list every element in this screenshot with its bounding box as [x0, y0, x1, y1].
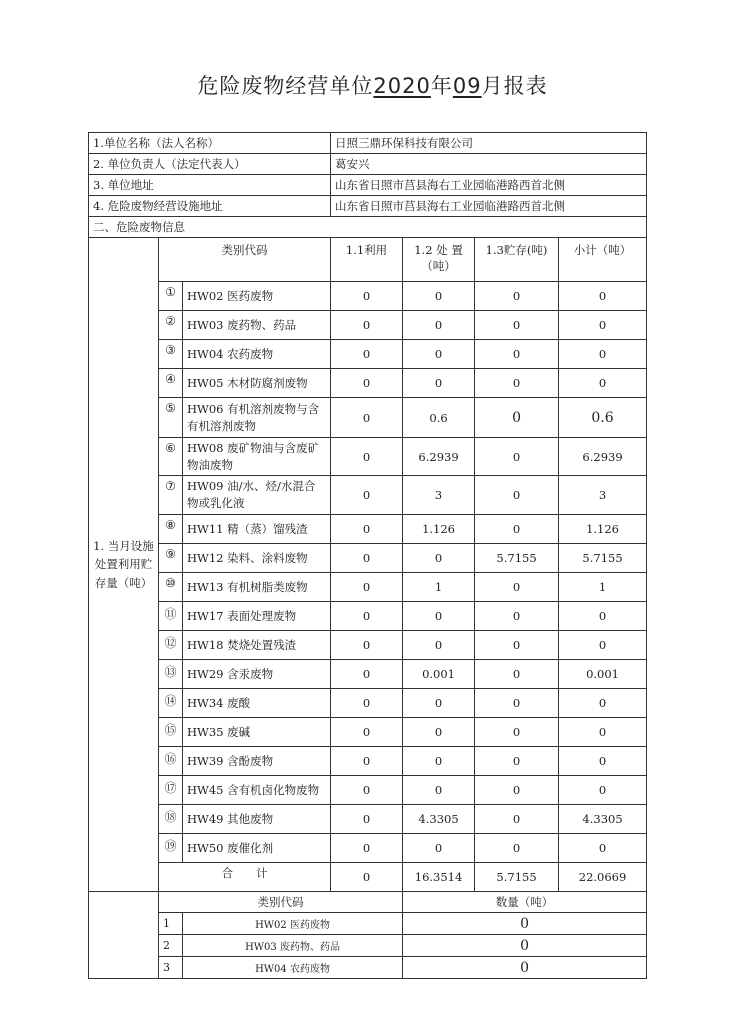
waste-name: HW04 农药废物 [183, 340, 331, 369]
row-index: ⑩ [159, 573, 183, 602]
title-year: 2020 [373, 74, 431, 98]
sub-qty: 0 [403, 913, 647, 935]
value-dispose: 0 [403, 689, 475, 718]
row-index: ⑪ [159, 602, 183, 631]
row-index: ⑤ [159, 398, 183, 438]
value-use: 0 [331, 369, 403, 398]
waste-name: HW39 含酚废物 [183, 747, 331, 776]
value-use: 0 [331, 834, 403, 863]
sub-name: HW02 医药废物 [183, 913, 403, 935]
waste-name: HW35 废碱 [183, 718, 331, 747]
report-table [88, 132, 647, 979]
row-index: ⑧ [159, 515, 183, 544]
value-subtotal: 1 [559, 573, 647, 602]
waste-row [89, 369, 647, 398]
waste-row [89, 544, 647, 573]
value-dispose: 0 [403, 834, 475, 863]
sub-qty: 0 [403, 935, 647, 957]
info-value: 日照三鼎环保科技有限公司 [331, 133, 647, 154]
header-use: 1.1利用 [331, 238, 403, 282]
value-store: 0 [475, 718, 559, 747]
value-dispose: 0 [403, 631, 475, 660]
row-index: ④ [159, 369, 183, 398]
waste-name: HW09 油/水、烃/水混合物或乳化液 [183, 476, 331, 515]
row-index: ⑭ [159, 689, 183, 718]
sub-qty: 0 [403, 957, 647, 979]
title-month: 09 [452, 74, 482, 98]
waste-name: HW34 废酸 [183, 689, 331, 718]
value-subtotal: 3 [559, 476, 647, 515]
waste-row [89, 718, 647, 747]
sub-row [89, 935, 647, 957]
info-label: 2. 单位负责人（法定代表人） [89, 154, 331, 175]
value-use: 0 [331, 747, 403, 776]
value-subtotal: 0 [559, 631, 647, 660]
info-row [89, 196, 647, 217]
value-store: 0 [475, 689, 559, 718]
waste-row [89, 515, 647, 544]
value-subtotal: 0 [559, 718, 647, 747]
value-use: 0 [331, 282, 403, 311]
section-row [89, 217, 647, 238]
value-use: 0 [331, 476, 403, 515]
sub-name: HW03 废药物、药品 [183, 935, 403, 957]
title-suffix: 月报表 [481, 74, 548, 98]
value-use: 0 [331, 398, 403, 438]
row-index: ⑯ [159, 747, 183, 776]
header-store: 1.3贮存(吨) [475, 238, 559, 282]
row-index: ⑬ [159, 660, 183, 689]
waste-row [89, 438, 647, 476]
value-subtotal: 0 [559, 602, 647, 631]
waste-name: HW02 医药废物 [183, 282, 331, 311]
value-dispose: 0 [403, 602, 475, 631]
value-dispose: 0.6 [403, 398, 475, 438]
waste-name: HW11 精（蒸）馏残渣 [183, 515, 331, 544]
value-dispose: 0 [403, 369, 475, 398]
title-year-unit: 年 [430, 74, 453, 98]
value-dispose: 0 [403, 718, 475, 747]
value-store: 0 [475, 340, 559, 369]
value-store: 0 [475, 602, 559, 631]
value-store: 0 [475, 398, 559, 438]
waste-row [89, 631, 647, 660]
value-store: 0 [475, 438, 559, 476]
value-subtotal: 0 [559, 834, 647, 863]
row-index: ⑮ [159, 718, 183, 747]
total-use: 0 [331, 863, 403, 892]
value-subtotal: 0 [559, 369, 647, 398]
value-subtotal: 4.3305 [559, 805, 647, 834]
value-store: 0 [475, 573, 559, 602]
sub-header-category: 类别代码 [159, 892, 403, 913]
value-use: 0 [331, 573, 403, 602]
value-use: 0 [331, 515, 403, 544]
row-index: ⑦ [159, 476, 183, 515]
waste-row [89, 805, 647, 834]
value-store: 0 [475, 282, 559, 311]
value-store: 0 [475, 369, 559, 398]
waste-row [89, 311, 647, 340]
waste-row [89, 340, 647, 369]
value-use: 0 [331, 631, 403, 660]
value-dispose: 0 [403, 747, 475, 776]
row-index: ⑱ [159, 805, 183, 834]
waste-name: HW50 废催化剂 [183, 834, 331, 863]
info-row [89, 133, 647, 154]
value-dispose: 6.2939 [403, 438, 475, 476]
waste-name: HW49 其他废物 [183, 805, 331, 834]
row-index: ② [159, 311, 183, 340]
value-subtotal: 6.2939 [559, 438, 647, 476]
value-dispose: 1.126 [403, 515, 475, 544]
value-store: 0 [475, 631, 559, 660]
value-use: 0 [331, 776, 403, 805]
value-store: 0 [475, 834, 559, 863]
value-subtotal: 0 [559, 689, 647, 718]
value-use: 0 [331, 544, 403, 573]
row-index: ⑨ [159, 544, 183, 573]
sub-row [89, 957, 647, 979]
report-title [0, 70, 745, 100]
waste-name: HW05 木材防腐剂废物 [183, 369, 331, 398]
value-store: 0 [475, 311, 559, 340]
value-subtotal: 0 [559, 340, 647, 369]
value-use: 0 [331, 438, 403, 476]
value-subtotal: 0 [559, 776, 647, 805]
total-subtotal: 22.0669 [559, 863, 647, 892]
waste-name: HW29 含汞废物 [183, 660, 331, 689]
waste-name: HW12 染料、涂料废物 [183, 544, 331, 573]
row-index: ① [159, 282, 183, 311]
row-index: ⑫ [159, 631, 183, 660]
value-dispose: 0 [403, 544, 475, 573]
header-row [89, 238, 647, 282]
value-dispose: 1 [403, 573, 475, 602]
header-category: 类别代码 [159, 238, 331, 282]
waste-row [89, 776, 647, 805]
waste-row [89, 689, 647, 718]
value-dispose: 0 [403, 776, 475, 805]
waste-name: HW08 废矿物油与含废矿物油废物 [183, 438, 331, 476]
info-value: 山东省日照市莒县海右工业园临港路西首北侧 [331, 175, 647, 196]
info-row [89, 175, 647, 196]
value-store: 0 [475, 805, 559, 834]
value-dispose: 0 [403, 311, 475, 340]
info-value: 葛安兴 [331, 154, 647, 175]
value-store: 5.7155 [475, 544, 559, 573]
value-use: 0 [331, 340, 403, 369]
waste-name: HW17 表面处理废物 [183, 602, 331, 631]
info-value: 山东省日照市莒县海右工业园临港路西首北侧 [331, 196, 647, 217]
total-store: 5.7155 [475, 863, 559, 892]
value-use: 0 [331, 311, 403, 340]
section-title: 二、危险废物信息 [89, 217, 647, 238]
waste-row [89, 660, 647, 689]
title-prefix: 危险废物经营单位 [197, 74, 374, 98]
total-dispose: 16.3514 [403, 863, 475, 892]
value-subtotal: 5.7155 [559, 544, 647, 573]
value-store: 0 [475, 776, 559, 805]
value-subtotal: 0 [559, 747, 647, 776]
value-use: 0 [331, 602, 403, 631]
value-dispose: 0 [403, 282, 475, 311]
sub-row [89, 913, 647, 935]
waste-row [89, 476, 647, 515]
waste-name: HW45 含有机卤化物废物 [183, 776, 331, 805]
sub-index: 1 [159, 913, 183, 935]
waste-row [89, 282, 647, 311]
value-dispose: 0 [403, 340, 475, 369]
waste-row [89, 747, 647, 776]
total-label: 合 计 [159, 863, 331, 892]
value-subtotal: 0 [559, 311, 647, 340]
waste-name: HW18 焚烧处置残渣 [183, 631, 331, 660]
sub-index: 2 [159, 935, 183, 957]
info-label: 4. 危险废物经营设施地址 [89, 196, 331, 217]
value-store: 0 [475, 660, 559, 689]
value-store: 0 [475, 747, 559, 776]
sub-blank [89, 892, 159, 979]
info-label: 1.单位名称（法人名称） [89, 133, 331, 154]
sub-name: HW04 农药废物 [183, 957, 403, 979]
waste-row [89, 602, 647, 631]
waste-name: HW03 废药物、药品 [183, 311, 331, 340]
row-index: ③ [159, 340, 183, 369]
sub-header-row [89, 892, 647, 913]
total-row [89, 863, 647, 892]
waste-row [89, 573, 647, 602]
value-store: 0 [475, 476, 559, 515]
sub-index: 3 [159, 957, 183, 979]
info-row [89, 154, 647, 175]
value-subtotal: 1.126 [559, 515, 647, 544]
value-use: 0 [331, 805, 403, 834]
waste-row [89, 834, 647, 863]
row-index: ⑲ [159, 834, 183, 863]
value-subtotal: 0.001 [559, 660, 647, 689]
waste-row [89, 398, 647, 438]
value-subtotal: 0.6 [559, 398, 647, 438]
header-subtotal: 小计（吨） [559, 238, 647, 282]
row-index: ⑰ [159, 776, 183, 805]
info-label: 3. 单位地址 [89, 175, 331, 196]
header-dispose: 1.2 处 置（吨） [403, 238, 475, 282]
value-dispose: 0.001 [403, 660, 475, 689]
waste-name: HW06 有机溶剂废物与含有机溶剂废物 [183, 398, 331, 438]
value-use: 0 [331, 660, 403, 689]
value-dispose: 3 [403, 476, 475, 515]
waste-name: HW13 有机树脂类废物 [183, 573, 331, 602]
value-subtotal: 0 [559, 282, 647, 311]
row-index: ⑥ [159, 438, 183, 476]
value-store: 0 [475, 515, 559, 544]
value-use: 0 [331, 718, 403, 747]
main-label: 1. 当月设施处置利用贮存量（吨） [89, 238, 159, 892]
value-use: 0 [331, 689, 403, 718]
value-dispose: 4.3305 [403, 805, 475, 834]
sub-header-qty: 数量（吨） [403, 892, 647, 913]
